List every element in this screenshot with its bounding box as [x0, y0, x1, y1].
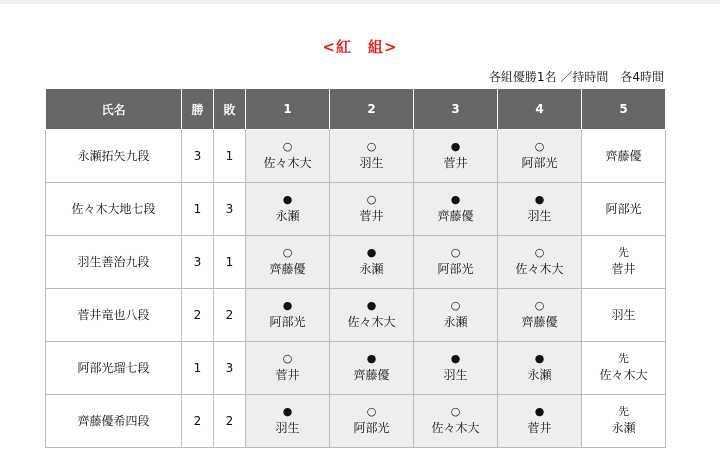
result-mark: ○ — [282, 246, 293, 259]
opponent-name: 佐々木大 — [347, 315, 396, 329]
round-2-cell — [330, 342, 414, 395]
player-name: 阿部光瑠七段 — [46, 342, 182, 395]
opponent-name: 菅井 — [275, 368, 300, 382]
result-mark: ● — [366, 299, 377, 312]
header-round-5: 5 — [582, 89, 666, 130]
round-1-cell — [246, 183, 330, 236]
table-row — [46, 183, 666, 236]
round-3-cell — [414, 289, 498, 342]
round-5-cell — [582, 130, 666, 183]
opponent-name: 永瀬 — [527, 368, 552, 382]
round-5-cell — [582, 395, 666, 448]
wins-count: 1 — [182, 342, 214, 395]
round-1-cell — [246, 342, 330, 395]
round-4-cell — [498, 183, 582, 236]
table-row — [46, 342, 666, 395]
result-mark: ○ — [534, 299, 545, 312]
header-name: 氏名 — [46, 89, 182, 130]
header-losses: 敗 — [214, 89, 246, 130]
losses-count: 2 — [214, 289, 246, 342]
wins-count: 3 — [182, 130, 214, 183]
wins-count: 2 — [182, 395, 214, 448]
header-row — [46, 89, 666, 130]
result-mark: ○ — [282, 140, 293, 153]
round-2-cell — [330, 130, 414, 183]
opponent-name: 阿部光 — [353, 421, 390, 435]
round-4-cell — [498, 395, 582, 448]
opponent-name: 永瀬 — [275, 209, 300, 223]
round-2-cell — [330, 395, 414, 448]
round-4-cell — [498, 342, 582, 395]
player-name: 佐々木大地七段 — [46, 183, 182, 236]
league-body — [46, 130, 666, 448]
result-mark: 先 — [618, 246, 629, 259]
top-divider — [0, 0, 720, 4]
group-title: <紅 組> — [322, 38, 398, 56]
table-row — [46, 395, 666, 448]
opponent-name: 永瀬 — [443, 315, 468, 329]
round-2-cell — [330, 183, 414, 236]
header-round-3: 3 — [414, 89, 498, 130]
losses-count: 1 — [214, 130, 246, 183]
opponent-name: 羽生 — [611, 308, 636, 322]
result-mark: ○ — [282, 352, 293, 365]
round-4-cell — [498, 289, 582, 342]
result-mark: ○ — [450, 405, 461, 418]
wins-count: 2 — [182, 289, 214, 342]
round-3-cell — [414, 342, 498, 395]
opponent-name: 菅井 — [611, 262, 636, 276]
result-mark: ● — [366, 352, 377, 365]
table-row — [46, 236, 666, 289]
opponent-name: 阿部光 — [437, 262, 474, 276]
result-mark: ● — [534, 405, 545, 418]
opponent-name: 齊藤優 — [437, 209, 474, 223]
header-round-1: 1 — [246, 89, 330, 130]
table-row — [46, 289, 666, 342]
opponent-name: 羽生 — [359, 156, 384, 170]
tournament-info: 各組優勝1名 ／持時間 各4時間 — [488, 70, 664, 84]
opponent-name: 永瀬 — [359, 262, 384, 276]
round-3-cell — [414, 395, 498, 448]
result-mark: ● — [534, 352, 545, 365]
result-mark: ● — [366, 246, 377, 259]
result-mark: ● — [450, 352, 461, 365]
round-4-cell — [498, 236, 582, 289]
result-mark: ○ — [534, 140, 545, 153]
round-5-cell — [582, 289, 666, 342]
opponent-name: 菅井 — [443, 156, 468, 170]
header-round-2: 2 — [330, 89, 414, 130]
result-mark: ○ — [450, 246, 461, 259]
table-row — [46, 130, 666, 183]
opponent-name: 佐々木大 — [515, 262, 564, 276]
opponent-name: 齊藤優 — [269, 262, 306, 276]
round-3-cell — [414, 130, 498, 183]
losses-count: 1 — [214, 236, 246, 289]
opponent-name: 羽生 — [443, 368, 468, 382]
round-1-cell — [246, 289, 330, 342]
wins-count: 1 — [182, 183, 214, 236]
result-mark: ● — [282, 405, 293, 418]
round-2-cell — [330, 289, 414, 342]
round-5-cell — [582, 236, 666, 289]
opponent-name: 佐々木大 — [263, 156, 312, 170]
opponent-name: 永瀬 — [611, 421, 636, 435]
header-wins: 勝 — [182, 89, 214, 130]
round-1-cell — [246, 130, 330, 183]
result-mark: ○ — [366, 405, 377, 418]
header-round-4: 4 — [498, 89, 582, 130]
opponent-name: 羽生 — [527, 209, 552, 223]
opponent-name: 阿部光 — [269, 315, 306, 329]
opponent-name: 阿部光 — [521, 156, 558, 170]
result-mark: ● — [534, 193, 545, 206]
losses-count: 3 — [214, 342, 246, 395]
losses-count: 3 — [214, 183, 246, 236]
result-mark: ○ — [366, 140, 377, 153]
player-name: 齊藤優希四段 — [46, 395, 182, 448]
opponent-name: 阿部光 — [605, 202, 642, 216]
round-5-cell — [582, 342, 666, 395]
result-mark: 先 — [618, 352, 629, 365]
result-mark: ○ — [366, 193, 377, 206]
round-2-cell — [330, 236, 414, 289]
opponent-name: 齊藤優 — [521, 315, 558, 329]
round-1-cell — [246, 395, 330, 448]
result-mark: ● — [450, 193, 461, 206]
player-name: 羽生善治九段 — [46, 236, 182, 289]
opponent-name: 菅井 — [359, 209, 384, 223]
player-name: 菅井竜也八段 — [46, 289, 182, 342]
opponent-name: 羽生 — [275, 421, 300, 435]
round-5-cell — [582, 183, 666, 236]
round-3-cell — [414, 236, 498, 289]
opponent-name: 佐々木大 — [431, 421, 480, 435]
result-mark: 先 — [618, 405, 629, 418]
opponent-name: 菅井 — [527, 421, 552, 435]
round-1-cell — [246, 236, 330, 289]
round-4-cell — [498, 130, 582, 183]
result-mark: ○ — [534, 246, 545, 259]
opponent-name: 齊藤優 — [353, 368, 390, 382]
losses-count: 2 — [214, 395, 246, 448]
league-table — [45, 88, 666, 448]
result-mark: ● — [450, 140, 461, 153]
wins-count: 3 — [182, 236, 214, 289]
result-mark: ● — [282, 193, 293, 206]
round-3-cell — [414, 183, 498, 236]
result-mark: ● — [282, 299, 293, 312]
opponent-name: 齊藤優 — [605, 149, 642, 163]
result-mark: ○ — [450, 299, 461, 312]
opponent-name: 佐々木大 — [599, 368, 648, 382]
player-name: 永瀬拓矢九段 — [46, 130, 182, 183]
